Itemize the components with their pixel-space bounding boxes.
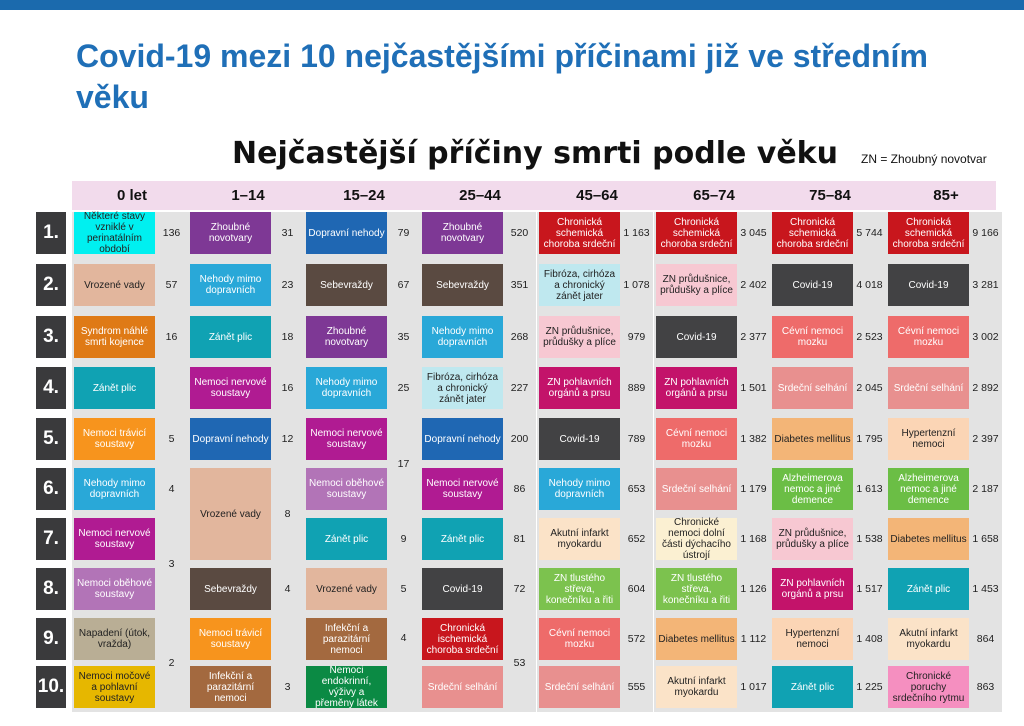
cause-cell-col5-row3: Covid-19 <box>656 316 737 358</box>
age-header-1: 1–14 <box>231 187 265 204</box>
rank-7: 7. <box>36 518 66 560</box>
cause-cell-col3-row10: Srdeční selhání <box>422 666 503 708</box>
cause-cell-col2-row2: Sebevraždy <box>306 264 387 306</box>
cause-cell-col3-row5: Dopravní nehody <box>422 418 503 460</box>
death-count-col6-row6: 1 613 <box>856 483 883 495</box>
cause-cell-col3-row2: Sebevraždy <box>422 264 503 306</box>
grouped-count-col2-g56: 17 <box>397 458 410 470</box>
cause-cell-col5-row8: ZN tlustého střeva, konečníku a řiti <box>656 568 737 610</box>
death-count-col6-row7: 1 538 <box>856 533 883 545</box>
cause-cell-col1-row8: Sebevraždy <box>190 568 271 610</box>
death-count-col7-row3: 3 002 <box>972 331 999 343</box>
cause-cell-col1-row3: Zánět plic <box>190 316 271 358</box>
death-count-col4-row10: 555 <box>627 681 646 693</box>
death-count-col1-row10: 3 <box>284 681 291 693</box>
death-count-col2-row1: 79 <box>397 227 410 239</box>
cause-cell-col2-row9: Infekční a parazitární nemoci <box>306 618 387 660</box>
cause-cell-col5-row10: Akutní infarkt myokardu <box>656 666 737 708</box>
cause-cell-col1-row9: Nemoci trávicí soustavy <box>190 618 271 660</box>
death-count-col4-row5: 789 <box>627 433 646 445</box>
cause-cell-col6-row2: Covid-19 <box>772 264 853 306</box>
grouped-count-col0-g78: 3 <box>168 558 175 570</box>
cause-cell-col7-row9: Akutní infarkt myokardu <box>888 618 969 660</box>
death-count-col5-row1: 3 045 <box>740 227 767 239</box>
age-header-4: 45–64 <box>576 187 618 204</box>
cause-cell-col3-row6: Nemoci nervové soustavy <box>422 468 503 510</box>
death-count-col7-row6: 2 187 <box>972 483 999 495</box>
cause-cell-col5-row6: Srdeční selhání <box>656 468 737 510</box>
cause-cell-col7-row10: Chronické poruchy srdečního rytmu <box>888 666 969 708</box>
cause-cell-col2-row3: Zhoubné novotvary <box>306 316 387 358</box>
cause-cell-col1-row10: Infekční a parazitární nemoci <box>190 666 271 708</box>
death-count-col6-row3: 2 523 <box>856 331 883 343</box>
death-count-col1-row1: 31 <box>281 227 294 239</box>
cause-cell-col0-row10: Nemoci močové a pohlavní soustavy <box>74 666 155 708</box>
death-count-col4-row4: 889 <box>627 382 646 394</box>
death-count-col7-row2: 3 281 <box>972 279 999 291</box>
legend-note: ZN = Zhoubný novotvar <box>861 152 987 166</box>
slide-title: Covid-19 mezi 10 nejčastějšími příčinami již ve středním věku <box>76 38 928 115</box>
death-count-col5-row3: 2 377 <box>740 331 767 343</box>
death-count-col5-row9: 1 112 <box>740 633 767 645</box>
death-count-col7-row1: 9 166 <box>972 227 999 239</box>
cause-cell-col7-row1: Chronická schemická choroba srdeční <box>888 212 969 254</box>
death-count-col0-row6: 4 <box>168 483 175 495</box>
cause-cell-col5-row7: Chronické nemoci dolní části dýchacího ústrojí <box>656 518 737 560</box>
cause-cell-col1-row1: Zhoubné novotvary <box>190 212 271 254</box>
cause-cell-col0-row7: Nemoci nervové soustavy <box>74 518 155 560</box>
age-header-3: 25–44 <box>459 187 501 204</box>
age-header-2: 15–24 <box>343 187 385 204</box>
death-count-col4-row7: 652 <box>627 533 646 545</box>
cause-cell-col7-row7: Diabetes mellitus <box>888 518 969 560</box>
grouped-count-col0-g45: 5 <box>168 432 175 445</box>
death-count-col5-row5: 1 382 <box>740 433 767 445</box>
death-count-col2-row8: 5 <box>400 583 407 595</box>
grouped-count-col3-g910: 53 <box>513 657 526 669</box>
cause-cell-col2-row8: Vrozené vady <box>306 568 387 610</box>
death-count-col0-row3: 16 <box>165 331 178 343</box>
cause-cell-col5-row1: Chronická schemická choroba srdeční <box>656 212 737 254</box>
age-header-5: 65–74 <box>693 187 735 204</box>
death-count-col5-row6: 1 179 <box>740 483 767 495</box>
cause-cell-col7-row4: Srdeční selhání <box>888 367 969 409</box>
cause-cell-col2-row6: Nemoci oběhové soustavy <box>306 468 387 510</box>
death-count-col6-row8: 1 517 <box>856 583 883 595</box>
death-count-col2-row2: 67 <box>397 279 410 291</box>
death-count-col4-row1: 1 163 <box>623 227 650 239</box>
cause-cell-col3-row1: Zhoubné novotvary <box>422 212 503 254</box>
death-count-col2-row7: 9 <box>400 533 407 545</box>
cause-cell-col0-row3: Syndrom náhlé smrti kojence <box>74 316 155 358</box>
grouped-count-col1-g89: 4 <box>284 583 291 595</box>
death-count-col3-row4: 227 <box>510 382 529 394</box>
cause-cell-col3-row3: Nehody mimo dopravních <box>422 316 503 358</box>
death-count-col0-row2: 57 <box>165 279 178 291</box>
age-header-7: 85+ <box>933 187 959 204</box>
death-count-col7-row9: 864 <box>976 633 995 645</box>
rank-9: 9. <box>36 618 66 660</box>
age-header-6: 75–84 <box>809 187 851 204</box>
cause-cell-col0-row8: Nemoci oběhové soustavy <box>74 568 155 610</box>
death-count-col4-row9: 572 <box>627 633 646 645</box>
death-count-col5-row8: 1 126 <box>740 583 767 595</box>
cause-cell-col6-row6: Alzheimerova nemoc a jiné demence <box>772 468 853 510</box>
cause-cell-col6-row10: Zánět plic <box>772 666 853 708</box>
death-count-col6-row2: 4 018 <box>856 279 883 291</box>
cause-cell-col5-row4: ZN pohlavních orgánů a prsu <box>656 367 737 409</box>
cause-cell-col3-row8: Covid-19 <box>422 568 503 610</box>
death-count-col7-row10: 863 <box>976 681 995 693</box>
rank-10: 10. <box>36 666 66 708</box>
cause-cell-col2-row5: Nemoci nervové soustavy <box>306 418 387 460</box>
cause-cell-col0-row9: Napadení (útok, vražda) <box>74 618 155 660</box>
cause-cell-col6-row3: Cévní nemoci mozku <box>772 316 853 358</box>
cause-cell-col7-row8: Zánět plic <box>888 568 969 610</box>
death-count-col2-row3: 35 <box>397 331 410 343</box>
cause-cell-col7-row5: Hypertenzní nemoci <box>888 418 969 460</box>
cause-cell-col0-row1: Některé stavy vzniklé v perinatálním období <box>74 212 155 254</box>
cause-cell-col5-row5: Cévní nemoci mozku <box>656 418 737 460</box>
cause-cell-col6-row5: Diabetes mellitus <box>772 418 853 460</box>
cause-cell-col0-row4: Zánět plic <box>74 367 155 409</box>
death-count-col6-row4: 2 045 <box>856 382 883 394</box>
death-count-col5-row10: 1 017 <box>740 681 767 693</box>
rank-5: 5. <box>36 418 66 460</box>
rank-1: 1. <box>36 212 66 254</box>
cause-cell-col1-row2: Nehody mimo dopravních <box>190 264 271 306</box>
death-count-col2-row4: 25 <box>397 382 410 394</box>
age-header-0: 0 let <box>116 187 147 204</box>
cause-cell-col6-row9: Hypertenzní nemoci <box>772 618 853 660</box>
cause-cell-col3-row9: Chronická ischemická choroba srdeční <box>422 618 503 660</box>
cause-cell-col4-row2: Fibróza, cirhóza a chronický zánět jater <box>539 264 620 306</box>
death-count-col3-row1: 520 <box>510 227 529 239</box>
death-count-col1-row6: 8 <box>284 508 291 520</box>
cause-cell-col6-row4: Srdeční selhání <box>772 367 853 409</box>
death-count-col4-row8: 604 <box>627 583 646 595</box>
cause-cell-col4-row8: ZN tlustého střeva, konečníku a řiti <box>539 568 620 610</box>
top-accent-bar <box>0 0 1024 10</box>
cause-cell-col7-row2: Covid-19 <box>888 264 969 306</box>
cause-cell-col1-row4: Nemoci nervové soustavy <box>190 367 271 409</box>
death-count-col6-row5: 1 795 <box>856 433 883 445</box>
cause-cell-col4-row7: Akutní infarkt myokardu <box>539 518 620 560</box>
death-count-col4-row3: 979 <box>627 331 646 343</box>
rank-8: 8. <box>36 568 66 610</box>
death-count-col3-row7: 81 <box>513 533 526 545</box>
cause-cell-col0-row2: Vrozené vady <box>74 264 155 306</box>
cause-cell-col2-row4: Nehody mimo dopravních <box>306 367 387 409</box>
death-count-col6-row9: 1 408 <box>856 633 883 645</box>
cause-cell-col0-row5: Nemoci trávicí soustavy <box>74 418 155 460</box>
cause-cell-col5-row9: Diabetes mellitus <box>656 618 737 660</box>
death-count-col3-row8: 72 <box>513 583 526 595</box>
death-count-col3-row5: 200 <box>510 433 529 445</box>
death-count-col1-row2: 23 <box>281 279 294 291</box>
cause-cell-col0-row6: Nehody mimo dopravních <box>74 468 155 510</box>
death-count-col7-row5: 2 397 <box>972 433 999 445</box>
cause-cell-col7-row6: Alzheimerova nemoc a jiné demence <box>888 468 969 510</box>
cause-cell-col4-row6: Nehody mimo dopravních <box>539 468 620 510</box>
death-count-col1-row5: 12 <box>281 433 294 445</box>
death-count-col3-row6: 86 <box>513 483 526 495</box>
cause-cell-col4-row3: ZN průdušnice, průdušky a plíce <box>539 316 620 358</box>
death-count-col6-row10: 1 225 <box>856 681 883 693</box>
cause-cell-col2-row10: Nemoci endokrinní, výživy a přeměny látek <box>306 666 387 708</box>
death-count-col1-row3: 18 <box>281 331 294 343</box>
death-count-col7-row8: 1 453 <box>972 583 999 595</box>
cause-cell-col3-row7: Zánět plic <box>422 518 503 560</box>
chart-title: Nejčastější příčiny smrti podle věku <box>232 136 838 171</box>
death-count-col4-row2: 1 078 <box>623 279 650 291</box>
death-count-col3-row2: 351 <box>510 279 529 291</box>
rank-4: 4. <box>36 367 66 409</box>
death-count-col4-row6: 653 <box>627 483 646 495</box>
cause-cell-col2-row1: Dopravní nehody <box>306 212 387 254</box>
grouped-count-col0-g910: 2 <box>168 657 175 669</box>
death-count-col7-row7: 1 658 <box>972 533 999 545</box>
cause-cell-col4-row4: ZN pohlavních orgánů a prsu <box>539 367 620 409</box>
cause-cell-col1-row5: Dopravní nehody <box>190 418 271 460</box>
death-count-col7-row4: 2 892 <box>972 382 999 394</box>
death-count-col0-row1: 136 <box>162 227 181 239</box>
death-count-col5-row4: 1 501 <box>740 382 767 394</box>
cause-cell-col7-row3: Cévní nemoci mozku <box>888 316 969 358</box>
cause-cell-col6-row1: Chronická schemická choroba srdeční <box>772 212 853 254</box>
cause-cell-col6-row8: ZN pohlavních orgánů a prsu <box>772 568 853 610</box>
death-count-col5-row7: 1 168 <box>740 533 767 545</box>
grouped-count-col2-g910: 4 <box>400 632 407 644</box>
rank-3: 3. <box>36 316 66 358</box>
death-count-col5-row2: 2 402 <box>740 279 767 291</box>
rank-6: 6. <box>36 468 66 510</box>
rank-2: 2. <box>36 264 66 306</box>
death-count-col6-row1: 5 744 <box>856 227 883 239</box>
death-count-col1-row4: 16 <box>281 382 294 394</box>
death-count-col3-row3: 268 <box>510 331 529 343</box>
cause-cell-col4-row1: Chronická schemická choroba srdeční <box>539 212 620 254</box>
cause-cell-col2-row7: Zánět plic <box>306 518 387 560</box>
cause-cell-col4-row10: Srdeční selhání <box>539 666 620 708</box>
cause-cell-col1-row6: Vrozené vady <box>190 468 271 560</box>
cause-cell-col5-row2: ZN průdušnice, průdušky a plíce <box>656 264 737 306</box>
cause-cell-col3-row4: Fibróza, cirhóza a chronický zánět jater <box>422 367 503 409</box>
cause-cell-col6-row7: ZN průdušnice, průdušky a plíce <box>772 518 853 560</box>
cause-cell-col4-row5: Covid-19 <box>539 418 620 460</box>
cause-cell-col4-row9: Cévní nemoci mozku <box>539 618 620 660</box>
